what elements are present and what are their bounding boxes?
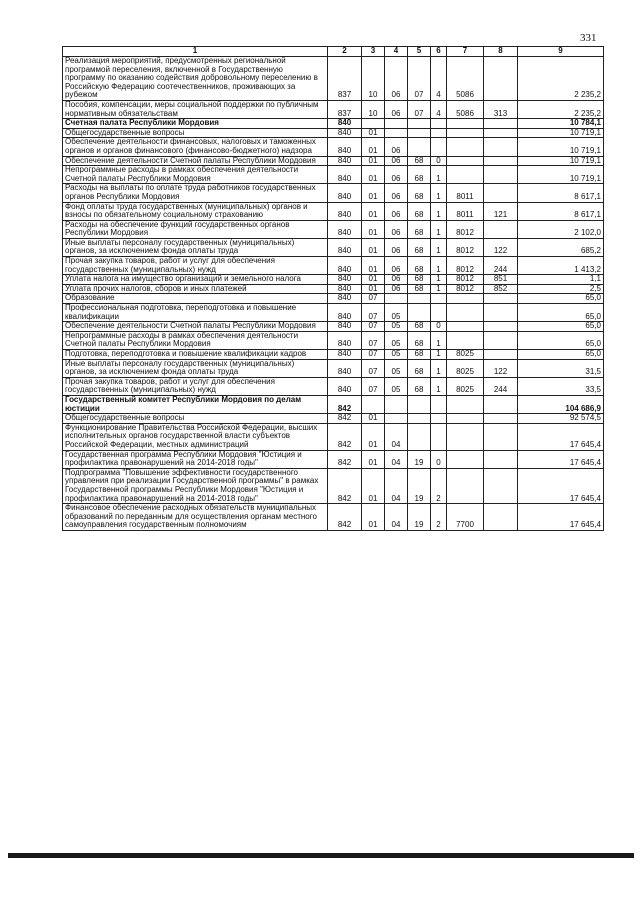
row-amount: 17 645,4	[518, 450, 604, 468]
row-amount: 10 719,1	[518, 166, 604, 184]
row-name: Подготовка, переподготовка и повышение квалификации кадров	[63, 350, 328, 360]
row-code-c6: 4	[431, 100, 447, 118]
row-code-c8	[484, 128, 518, 138]
table-row	[63, 450, 604, 468]
row-amount: 2 235,2	[518, 57, 604, 101]
row-code-c3: 01	[362, 257, 385, 275]
row-code-c8	[484, 350, 518, 360]
row-code-c2: 842	[328, 504, 362, 531]
row-code-c6	[431, 304, 447, 322]
row-code-c7	[447, 395, 484, 413]
table-row	[63, 359, 604, 377]
row-code-c4: 04	[385, 504, 408, 531]
row-code-c6: 1	[431, 202, 447, 220]
row-code-c5	[408, 395, 431, 413]
column-header: 7	[447, 47, 484, 57]
row-code-c5	[408, 119, 431, 129]
row-amount: 17 645,4	[518, 504, 604, 531]
row-code-c8	[484, 57, 518, 101]
page-number: 331	[580, 32, 597, 44]
row-code-c3: 07	[362, 331, 385, 349]
row-amount: 2 102,0	[518, 220, 604, 238]
row-code-c2: 837	[328, 57, 362, 101]
row-code-c8: 122	[484, 238, 518, 256]
row-code-c4: 06	[385, 275, 408, 285]
row-amount: 17 645,4	[518, 468, 604, 503]
row-code-c5: 68	[408, 331, 431, 349]
row-code-c4	[385, 395, 408, 413]
row-amount: 8 617,1	[518, 202, 604, 220]
row-code-c3: 01	[362, 202, 385, 220]
row-code-c7: 8025	[447, 359, 484, 377]
row-code-c3: 07	[362, 294, 385, 304]
row-amount: 104 686,9	[518, 395, 604, 413]
table-row	[63, 275, 604, 285]
row-code-c2: 840	[328, 359, 362, 377]
row-code-c2: 842	[328, 423, 362, 450]
row-code-c6	[431, 395, 447, 413]
row-code-c4: 05	[385, 322, 408, 332]
row-code-c4	[385, 294, 408, 304]
row-code-c8: 121	[484, 202, 518, 220]
row-code-c2: 840	[328, 220, 362, 238]
table-row	[63, 423, 604, 450]
row-code-c7: 8012	[447, 220, 484, 238]
table-row	[63, 166, 604, 184]
row-name: Финансовое обеспечение расходных обязательств муниципальных образований по переданным для осуществления органам местного самоуправления государственным полномочиям	[63, 504, 328, 531]
row-code-c2: 840	[328, 166, 362, 184]
row-code-c4: 05	[385, 331, 408, 349]
row-code-c7	[447, 166, 484, 184]
table-row	[63, 395, 604, 413]
budget-table	[62, 46, 604, 531]
row-amount: 10 784,1	[518, 119, 604, 129]
row-name: Расходы на выплаты по оплате труда работников государственных органов Республики Мордовия	[63, 184, 328, 202]
row-code-c6: 1	[431, 166, 447, 184]
row-code-c2: 840	[328, 331, 362, 349]
table-row	[63, 100, 604, 118]
row-code-c7: 7700	[447, 504, 484, 531]
row-code-c4: 06	[385, 156, 408, 166]
row-code-c3: 01	[362, 184, 385, 202]
row-code-c3	[362, 119, 385, 129]
row-code-c5: 68	[408, 275, 431, 285]
row-code-c7	[447, 294, 484, 304]
row-code-c7	[447, 423, 484, 450]
row-code-c4: 04	[385, 423, 408, 450]
row-name: Иные выплаты персоналу государственных (муниципальных) органов, за исключением фонда оплаты труда	[63, 238, 328, 256]
column-header: 1	[63, 47, 328, 57]
row-amount: 33,5	[518, 377, 604, 395]
row-code-c6	[431, 138, 447, 156]
table-row	[63, 57, 604, 101]
row-code-c5	[408, 414, 431, 424]
row-code-c3: 01	[362, 128, 385, 138]
row-code-c5	[408, 138, 431, 156]
row-code-c2: 842	[328, 450, 362, 468]
row-code-c7: 5086	[447, 57, 484, 101]
row-name: Пособия, компенсации, меры социальной поддержки по публичным нормативным обязательствам	[63, 100, 328, 118]
row-code-c6	[431, 294, 447, 304]
row-code-c8	[484, 414, 518, 424]
row-code-c7	[447, 468, 484, 503]
row-code-c4: 05	[385, 359, 408, 377]
row-name: Фонд оплаты труда государственных (муниципальных) органов и взносы по обязательному социальному страхованию	[63, 202, 328, 220]
row-name: Непрограммные расходы в рамках обеспечения деятельности Счетной палаты Республики Мордовия	[63, 331, 328, 349]
table-row	[63, 284, 604, 294]
table-row	[63, 220, 604, 238]
row-code-c6: 1	[431, 331, 447, 349]
row-code-c2: 840	[328, 156, 362, 166]
row-code-c8	[484, 156, 518, 166]
row-code-c8: 122	[484, 359, 518, 377]
row-code-c7: 8012	[447, 275, 484, 285]
row-code-c7	[447, 331, 484, 349]
row-code-c3: 07	[362, 350, 385, 360]
row-name: Прочая закупка товаров, работ и услуг для обеспечения государственных (муниципальных) нужд	[63, 377, 328, 395]
row-code-c2: 840	[328, 128, 362, 138]
row-code-c7: 8025	[447, 377, 484, 395]
row-name: Уплата прочих налогов, сборов и иных платежей	[63, 284, 328, 294]
row-code-c2: 842	[328, 468, 362, 503]
row-name: Государственная программа Республики Мордовия "Юстиция и профилактика правонарушений на 2014-2018 годы"	[63, 450, 328, 468]
table-row	[63, 468, 604, 503]
row-code-c6	[431, 423, 447, 450]
row-code-c5: 68	[408, 202, 431, 220]
row-code-c8	[484, 450, 518, 468]
row-code-c5	[408, 304, 431, 322]
row-code-c8: 313	[484, 100, 518, 118]
row-code-c4	[385, 128, 408, 138]
row-name: Обеспечение деятельности Счетной палаты Республики Мордовия	[63, 156, 328, 166]
table-row	[63, 350, 604, 360]
row-code-c3: 01	[362, 414, 385, 424]
row-amount: 65,0	[518, 331, 604, 349]
row-code-c8	[484, 119, 518, 129]
row-code-c3: 01	[362, 423, 385, 450]
row-amount: 10 719,1	[518, 138, 604, 156]
row-code-c8: 244	[484, 377, 518, 395]
row-code-c7: 5086	[447, 100, 484, 118]
row-code-c5: 68	[408, 257, 431, 275]
row-code-c8	[484, 322, 518, 332]
row-name: Счетная палата Республики Мордовия	[63, 119, 328, 129]
row-code-c8	[484, 138, 518, 156]
row-code-c7	[447, 450, 484, 468]
row-code-c4: 06	[385, 220, 408, 238]
column-header: 4	[385, 47, 408, 57]
row-code-c2: 840	[328, 138, 362, 156]
row-code-c3: 01	[362, 156, 385, 166]
column-header: 9	[518, 47, 604, 57]
row-code-c2: 842	[328, 395, 362, 413]
row-code-c5: 07	[408, 57, 431, 101]
table-row	[63, 156, 604, 166]
row-code-c5: 19	[408, 450, 431, 468]
row-code-c3: 01	[362, 450, 385, 468]
row-code-c7: 8011	[447, 202, 484, 220]
row-code-c5	[408, 128, 431, 138]
row-code-c2: 840	[328, 257, 362, 275]
row-code-c2: 840	[328, 294, 362, 304]
table-row	[63, 128, 604, 138]
row-code-c3: 01	[362, 166, 385, 184]
row-code-c6: 2	[431, 468, 447, 503]
table-row	[63, 202, 604, 220]
row-code-c8	[484, 166, 518, 184]
row-name: Образование	[63, 294, 328, 304]
table-row	[63, 184, 604, 202]
row-code-c4	[385, 119, 408, 129]
row-code-c8	[484, 468, 518, 503]
row-name: Расходы на обеспечение функций государственных органов Республики Мордовия	[63, 220, 328, 238]
row-code-c4: 06	[385, 257, 408, 275]
row-code-c8	[484, 395, 518, 413]
row-code-c8	[484, 184, 518, 202]
row-name: Уплата налога на имущество организаций и земельного налога	[63, 275, 328, 285]
row-code-c3: 01	[362, 504, 385, 531]
row-code-c2: 840	[328, 284, 362, 294]
row-code-c3: 10	[362, 57, 385, 101]
row-code-c2: 837	[328, 100, 362, 118]
row-code-c4: 06	[385, 202, 408, 220]
row-code-c6: 1	[431, 238, 447, 256]
row-code-c7	[447, 119, 484, 129]
column-header: 5	[408, 47, 431, 57]
row-code-c8	[484, 220, 518, 238]
column-header: 2	[328, 47, 362, 57]
row-code-c3	[362, 395, 385, 413]
row-code-c6: 1	[431, 220, 447, 238]
row-code-c3: 07	[362, 322, 385, 332]
row-name: Подпрограмма "Повышение эффективности государственного управления при реализации Государственной программы" в рамках Государственной программы Республики Мордовия "Юстиция и профилактика правонарушений на 2014-2018 годы"	[63, 468, 328, 503]
row-name: Иные выплаты персоналу государственных (муниципальных) органов, за исключением фонда оплаты труда	[63, 359, 328, 377]
row-code-c5: 68	[408, 166, 431, 184]
table-row	[63, 377, 604, 395]
table-row	[63, 414, 604, 424]
row-code-c6: 0	[431, 322, 447, 332]
row-name: Обеспечение деятельности Счетной палаты Республики Мордовия	[63, 322, 328, 332]
row-code-c2: 840	[328, 322, 362, 332]
row-amount: 2 235,2	[518, 100, 604, 118]
row-amount: 65,0	[518, 294, 604, 304]
row-code-c5: 68	[408, 238, 431, 256]
row-code-c3: 10	[362, 100, 385, 118]
row-code-c4: 04	[385, 468, 408, 503]
row-amount: 1 413,2	[518, 257, 604, 275]
table-row	[63, 322, 604, 332]
row-code-c6: 1	[431, 359, 447, 377]
row-code-c3: 01	[362, 275, 385, 285]
row-code-c3: 01	[362, 220, 385, 238]
table-row	[63, 294, 604, 304]
row-code-c8: 851	[484, 275, 518, 285]
row-code-c7: 8025	[447, 350, 484, 360]
row-name: Реализация мероприятий, предусмотренных региональной программой переселения, включенной в Государственную программу по оказанию содействия добровольному переселению в Российскую Федерацию соотечественников, проживающих за рубежом	[63, 57, 328, 101]
row-code-c3: 07	[362, 377, 385, 395]
column-header: 3	[362, 47, 385, 57]
row-name: Общегосударственные вопросы	[63, 128, 328, 138]
row-code-c5: 68	[408, 184, 431, 202]
row-code-c7	[447, 128, 484, 138]
row-code-c8: 852	[484, 284, 518, 294]
row-code-c5: 19	[408, 504, 431, 531]
row-amount: 17 645,4	[518, 423, 604, 450]
row-code-c2: 840	[328, 184, 362, 202]
row-code-c3: 01	[362, 238, 385, 256]
row-code-c8	[484, 331, 518, 349]
row-code-c4: 06	[385, 57, 408, 101]
header-row	[63, 47, 604, 57]
row-code-c3: 01	[362, 138, 385, 156]
row-code-c8	[484, 294, 518, 304]
row-code-c8: 244	[484, 257, 518, 275]
row-amount: 65,0	[518, 304, 604, 322]
row-code-c2: 840	[328, 202, 362, 220]
row-name: Обеспечение деятельности финансовых, налоговых и таможенных органов и органов финансового (финансово-бюджетного) надзора	[63, 138, 328, 156]
bottom-rule	[8, 853, 634, 858]
row-code-c4: 06	[385, 284, 408, 294]
row-code-c7	[447, 138, 484, 156]
table-row	[63, 504, 604, 531]
row-amount: 65,0	[518, 350, 604, 360]
row-code-c4: 05	[385, 304, 408, 322]
row-code-c7	[447, 304, 484, 322]
row-code-c5	[408, 294, 431, 304]
row-code-c6: 1	[431, 257, 447, 275]
row-code-c6: 1	[431, 275, 447, 285]
row-code-c4: 05	[385, 350, 408, 360]
row-code-c2: 842	[328, 414, 362, 424]
row-code-c4: 06	[385, 184, 408, 202]
table-row	[63, 138, 604, 156]
row-code-c5	[408, 423, 431, 450]
row-code-c3: 07	[362, 304, 385, 322]
row-code-c5: 68	[408, 350, 431, 360]
row-name: Профессиональная подготовка, переподготовка и повышение квалификации	[63, 304, 328, 322]
row-code-c6	[431, 414, 447, 424]
row-code-c4: 04	[385, 450, 408, 468]
row-name: Функционирование Правительства Российской Федерации, высших исполнительных органов государственной власти субъектов Российской Федерации, местных администраций	[63, 423, 328, 450]
row-code-c2: 840	[328, 275, 362, 285]
row-code-c8	[484, 304, 518, 322]
table-body	[63, 57, 604, 531]
row-code-c6: 4	[431, 57, 447, 101]
row-name: Общегосударственные вопросы	[63, 414, 328, 424]
row-code-c2: 840	[328, 119, 362, 129]
row-code-c6: 1	[431, 350, 447, 360]
table-row	[63, 238, 604, 256]
row-code-c5: 68	[408, 220, 431, 238]
row-code-c8	[484, 423, 518, 450]
row-code-c3: 01	[362, 284, 385, 294]
row-name: Прочая закупка товаров, работ и услуг для обеспечения государственных (муниципальных) нужд	[63, 257, 328, 275]
row-code-c6	[431, 119, 447, 129]
row-code-c5: 68	[408, 359, 431, 377]
row-amount: 1,1	[518, 275, 604, 285]
row-code-c2: 840	[328, 238, 362, 256]
row-amount: 2,5	[518, 284, 604, 294]
row-code-c6: 0	[431, 156, 447, 166]
row-code-c4	[385, 414, 408, 424]
table-row	[63, 119, 604, 129]
column-header: 6	[431, 47, 447, 57]
row-code-c7	[447, 156, 484, 166]
row-code-c7	[447, 414, 484, 424]
row-name: Непрограммные расходы в рамках обеспечения деятельности Счетной палаты Республики Мордовия	[63, 166, 328, 184]
row-amount: 31,5	[518, 359, 604, 377]
row-code-c5: 68	[408, 322, 431, 332]
row-code-c6: 1	[431, 284, 447, 294]
row-code-c5: 68	[408, 377, 431, 395]
table-row	[63, 331, 604, 349]
column-header: 8	[484, 47, 518, 57]
table-row	[63, 257, 604, 275]
row-code-c7: 8011	[447, 184, 484, 202]
row-amount: 10 719,1	[518, 156, 604, 166]
row-code-c8	[484, 504, 518, 531]
row-code-c5: 68	[408, 156, 431, 166]
row-code-c4: 06	[385, 138, 408, 156]
row-amount: 685,2	[518, 238, 604, 256]
row-amount: 10 719,1	[518, 128, 604, 138]
row-name: Государственный комитет Республики Мордовия по делам юстиции	[63, 395, 328, 413]
row-code-c6: 1	[431, 184, 447, 202]
row-code-c6	[431, 128, 447, 138]
row-code-c6: 2	[431, 504, 447, 531]
row-code-c3: 07	[362, 359, 385, 377]
row-code-c7: 8012	[447, 238, 484, 256]
row-code-c2: 840	[328, 350, 362, 360]
row-code-c6: 0	[431, 450, 447, 468]
row-code-c4: 05	[385, 377, 408, 395]
row-code-c2: 840	[328, 377, 362, 395]
row-code-c7	[447, 322, 484, 332]
row-code-c2: 840	[328, 304, 362, 322]
row-code-c6: 1	[431, 377, 447, 395]
row-code-c4: 06	[385, 100, 408, 118]
row-code-c5: 68	[408, 284, 431, 294]
row-code-c5: 07	[408, 100, 431, 118]
table-row	[63, 304, 604, 322]
row-code-c4: 06	[385, 238, 408, 256]
row-code-c4: 06	[385, 166, 408, 184]
row-code-c5: 19	[408, 468, 431, 503]
row-code-c7: 8012	[447, 257, 484, 275]
row-code-c7: 8012	[447, 284, 484, 294]
row-amount: 65,0	[518, 322, 604, 332]
row-code-c3: 01	[362, 468, 385, 503]
row-amount: 92 574,5	[518, 414, 604, 424]
row-amount: 8 617,1	[518, 184, 604, 202]
